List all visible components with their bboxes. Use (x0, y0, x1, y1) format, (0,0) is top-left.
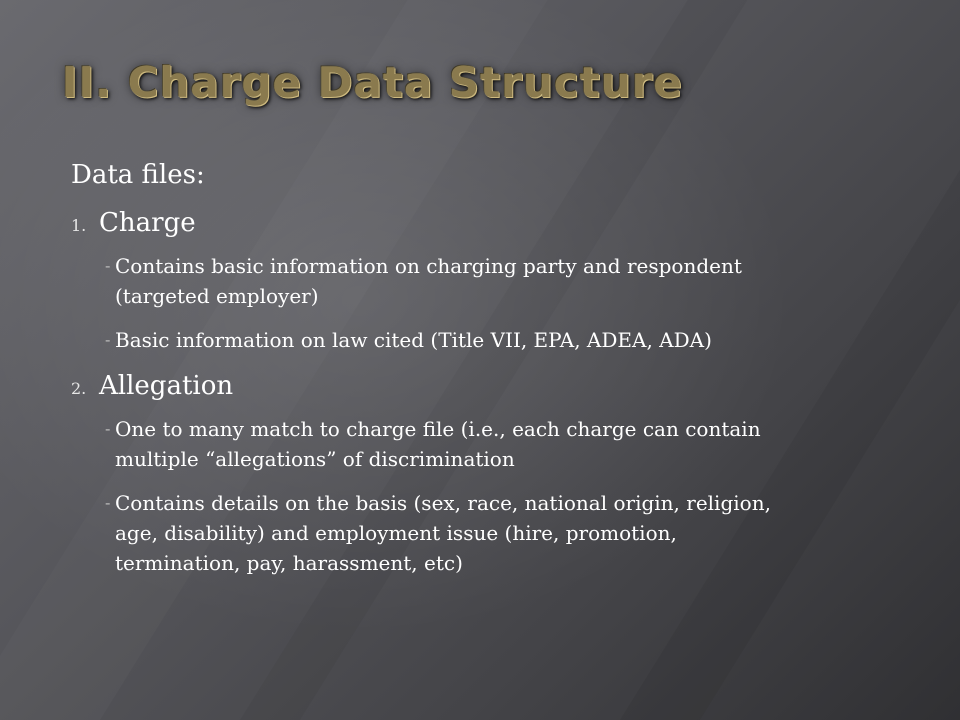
bullet-text: Contains details on the basis (sex, race, national origin, religion, age, disability) and employment issue (hire, promotion, termination, pay, harassment, etc) (115, 491, 771, 575)
number-marker: 2. (71, 379, 87, 398)
list-item (71, 488, 911, 578)
slide-title: II. Charge Data Structure (62, 58, 684, 107)
bullet-text: Contains basic information on charging party and respondent (targeted employer) (115, 254, 742, 308)
numbered-item-allegation (71, 369, 911, 578)
list-item (71, 325, 911, 355)
item-label-charge: Charge (99, 208, 196, 238)
slide-body (71, 158, 911, 592)
item-label-allegation: Allegation (99, 371, 234, 401)
dash-bullet-icon: - (105, 330, 111, 349)
numbered-item-heading (71, 369, 911, 406)
list-item (71, 414, 911, 474)
sub-bullet-list (71, 414, 911, 578)
dash-bullet-icon: - (105, 256, 111, 275)
bullet-text: One to many match to charge file (i.e., each charge can contain multiple “allegations” of discrimination (115, 417, 761, 471)
numbered-item-heading (71, 206, 911, 243)
bullet-text: Basic information on law cited (Title VII, EPA, ADEA, ADA) (115, 328, 712, 352)
dash-bullet-icon: - (105, 419, 111, 438)
numbered-item-charge (71, 206, 911, 355)
dash-bullet-icon: - (105, 493, 111, 512)
intro-text: Data files: (71, 160, 205, 190)
list-item (71, 251, 911, 311)
sub-bullet-list (71, 251, 911, 355)
number-marker: 1. (71, 216, 87, 235)
